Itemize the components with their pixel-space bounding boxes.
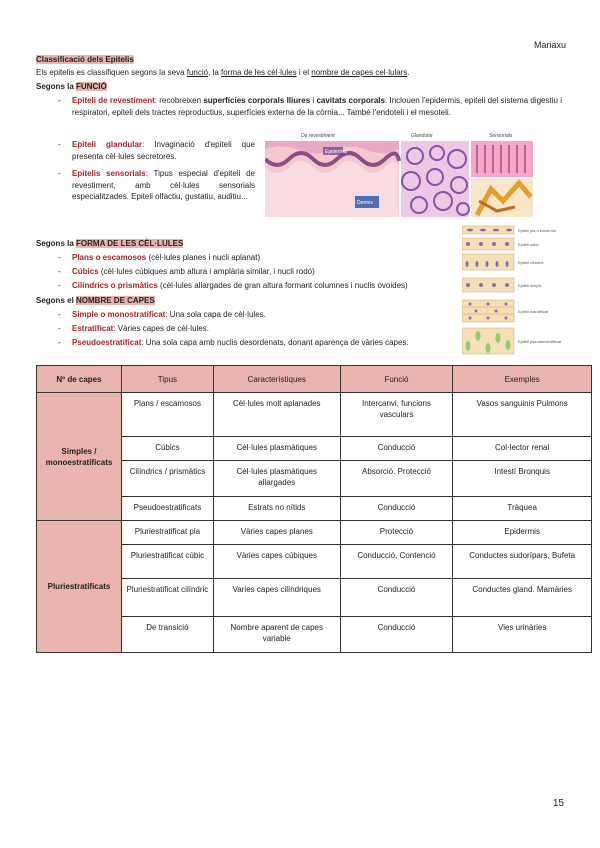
table-cell: Intestí Bronquis	[453, 461, 592, 497]
label-dermis: Dermis	[357, 200, 373, 206]
table-cell: Conductes sudorípars, Bufeta	[453, 545, 592, 579]
group-pluriestratificats: Pluriestratificats	[37, 521, 122, 653]
classification-table	[36, 365, 592, 653]
capes-item-pseudoestratificat: - Pseudoestratificat: Una sola capa amb nuclis desordenats, donant aparença de vàries capes.	[58, 338, 409, 347]
table-cell: Cèl·lules plasmàtiques	[213, 437, 340, 461]
table-header: Tipus	[121, 366, 213, 393]
heading-forma: Segons la FORMA DE LES CÈL·LULES	[36, 239, 184, 248]
table-cell: De transició	[121, 617, 213, 653]
table-cell: Pluriestratificat cilíndric	[121, 579, 213, 617]
forma-item-cilindrics: - Cilíndrics o prismàtics (cèl·lules allargades de gran altura formant columnes i nuclis ovoides)	[58, 281, 408, 290]
table-cell: Cèl·lules plasmàtiques allargades	[213, 461, 340, 497]
table-cell: Estrats no nítids	[213, 497, 340, 521]
table-cell: Conducció	[340, 497, 453, 521]
author-name: Mariaxu	[533, 40, 566, 50]
table-header: Funció	[340, 366, 453, 393]
shape-label-pla: Epiteli pla o escamós	[518, 228, 556, 233]
capes-item-simple: - Simple o monostratificat: Una sola capa de cèl·lules.	[58, 310, 266, 319]
shape-label-simple: Epiteli simple	[518, 283, 542, 288]
function-histology-figure	[265, 133, 533, 217]
group-simples: Simples / monoestratificats	[37, 393, 122, 521]
table-cell: Absorció. Protecció	[340, 461, 453, 497]
table-cell: Vies urinàries	[453, 617, 592, 653]
table-cell: Pseudoestratificats	[121, 497, 213, 521]
table-header: Exemples	[453, 366, 592, 393]
table-header: Característiques	[213, 366, 340, 393]
label-epidermis: Epidermis	[325, 149, 348, 155]
table-cell: Cilíndrics / prismàtics	[121, 461, 213, 497]
heading-funcio: Segons la FUNCIÓ	[36, 82, 107, 91]
page-number: 15	[552, 798, 564, 809]
table-cell: Conducció, Contenció	[340, 545, 453, 579]
table-header-row	[37, 366, 592, 393]
table-header: Nº de capes	[37, 366, 122, 393]
table-cell: Conductes gland. Mamàries	[453, 579, 592, 617]
intro-paragraph: Els epitelis es classifiquen segons la seva funció, la forma de les cèl·lules i el nombre de capes cel·lulars.	[36, 68, 410, 77]
table-cell: Tràquea	[453, 497, 592, 521]
item-sensorial: - Epitelis sensorials: Tipus especial d'epiteli de revestiment, amb cèl·lules sensorials especialitzades. Epiteli olfactiu, gustatiu, auditiu...	[58, 169, 255, 201]
table-cell: Epidermis	[453, 521, 592, 545]
shape-label-estratificat: Epiteli estratificat	[518, 309, 549, 314]
table-cell: Conducció	[340, 617, 453, 653]
table-cell: Plans / escamosos	[121, 393, 213, 437]
table-cell: Varies capes cilíndriques	[213, 579, 340, 617]
forma-item-cubics: - Cúbics (cèl·lules cúbiques amb altura i amplària similar, i nucli rodó)	[58, 267, 315, 276]
table-cell: Vasos sanguinis Pulmons	[453, 393, 592, 437]
table-cell: Cúbics	[121, 437, 213, 461]
cell-shapes-drawing	[462, 224, 516, 356]
heading-capes: Segons el NOMBRE DE CAPES	[36, 296, 155, 305]
table-cell: Nombre aparent de capes variable	[213, 617, 340, 653]
table-row	[37, 393, 592, 437]
capes-item-estratificat: - Estratificat: Vàries capes de cèl·lules.	[58, 324, 209, 333]
caption-sensorials: Sensorials	[489, 133, 513, 139]
caption-revestiment: De revestiment	[301, 133, 335, 139]
table-cell: Pluriestratificat cúbic	[121, 545, 213, 579]
section-title: Classificació dels Epitelis	[36, 55, 134, 64]
shape-label-pseudo: Epiteli pseudoestratificat	[518, 339, 562, 344]
table-cell: Protecció	[340, 521, 453, 545]
shape-label-cubic: Epiteli cúbic	[518, 242, 540, 247]
table-cell: Col·lector renal	[453, 437, 592, 461]
shape-label-cilindric: Epiteli cilíndric	[518, 260, 544, 265]
table-cell: Conducció	[340, 579, 453, 617]
table-cell: Cèl·lules molt aplanades	[213, 393, 340, 437]
classification-table-wrapper	[36, 365, 592, 653]
table-cell: Conducció	[340, 437, 453, 461]
item-glandular: - Epiteli glandular: Invaginació d'epiteli que presenta cèl·lules secretores.	[58, 140, 255, 161]
cell-shapes-figure	[462, 224, 572, 356]
table-cell: Vàries capes planes	[213, 521, 340, 545]
table-cell: Intercanvi, funcions vasculars	[340, 393, 453, 437]
item-revestiment: - Epiteli de revestiment: recobreixen superfícies corporals lliures i cavitats corporals. Inclouen l'epidermis, epiteli del sistema digestiu i respiratori, epiteli dels tractes reproductius, superfícies externa de la còrnia... També l'endoteli i el mesoteli.	[58, 96, 562, 117]
table-cell: Pluriestratificat pla	[121, 521, 213, 545]
table-row	[37, 521, 592, 545]
caption-glandular: Glandular	[411, 133, 433, 139]
forma-item-plans: - Plans o escamosos (cèl·lules planes i nucli aplanat)	[58, 253, 261, 262]
histology-images	[265, 141, 533, 217]
table-cell: Vàries capes cúbiques	[213, 545, 340, 579]
